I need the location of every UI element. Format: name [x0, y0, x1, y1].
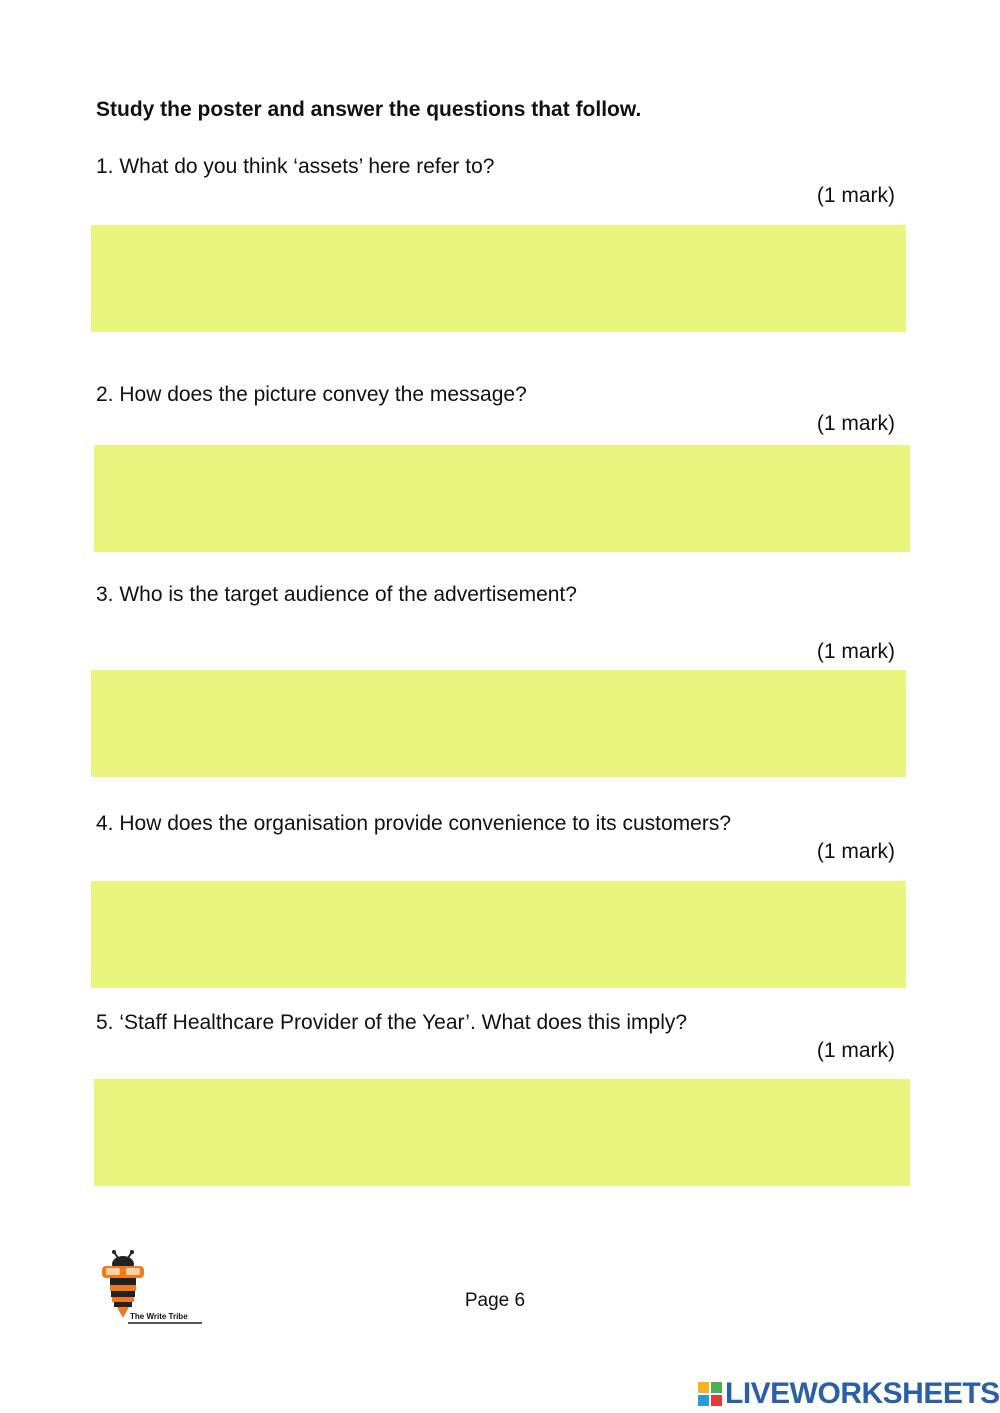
question-3-marks: (1 mark)	[816, 640, 895, 663]
instructions: Study the poster and answer the questions that follow.	[96, 98, 642, 121]
write-tribe-logo	[98, 1250, 208, 1328]
answer-box-4[interactable]	[91, 881, 906, 988]
question-3-text: 3. Who is the target audience of the advertisement?	[96, 583, 577, 606]
answer-box-1[interactable]	[91, 225, 906, 332]
question-2-text: 2. How does the picture convey the message?	[96, 383, 527, 406]
question-4-text: 4. How does the organisation provide convenience to its customers?	[96, 812, 732, 835]
question-2-marks: (1 mark)	[816, 412, 895, 435]
question-1-marks: (1 mark)	[816, 184, 895, 207]
answer-box-5[interactable]	[94, 1079, 910, 1186]
question-1-text: 1. What do you think ‘assets’ here refer to?	[96, 155, 495, 178]
bee-icon	[98, 1250, 208, 1328]
brand-text: LIVEWORKSHEETS	[725, 1377, 1000, 1410]
question-5-marks: (1 mark)	[816, 1039, 895, 1062]
logo-caption: The Write Tribe	[130, 1312, 188, 1321]
liveworksheets-brand[interactable]	[698, 1376, 1000, 1412]
page-number: Page 6	[464, 1290, 526, 1311]
answer-box-2[interactable]	[94, 445, 910, 552]
answer-box-3[interactable]	[91, 670, 906, 777]
question-5-text: 5. ‘Staff Healthcare Provider of the Year’. What does this imply?	[96, 1011, 688, 1034]
liveworksheets-logo-icon	[698, 1382, 722, 1406]
question-4-marks: (1 mark)	[816, 840, 895, 863]
